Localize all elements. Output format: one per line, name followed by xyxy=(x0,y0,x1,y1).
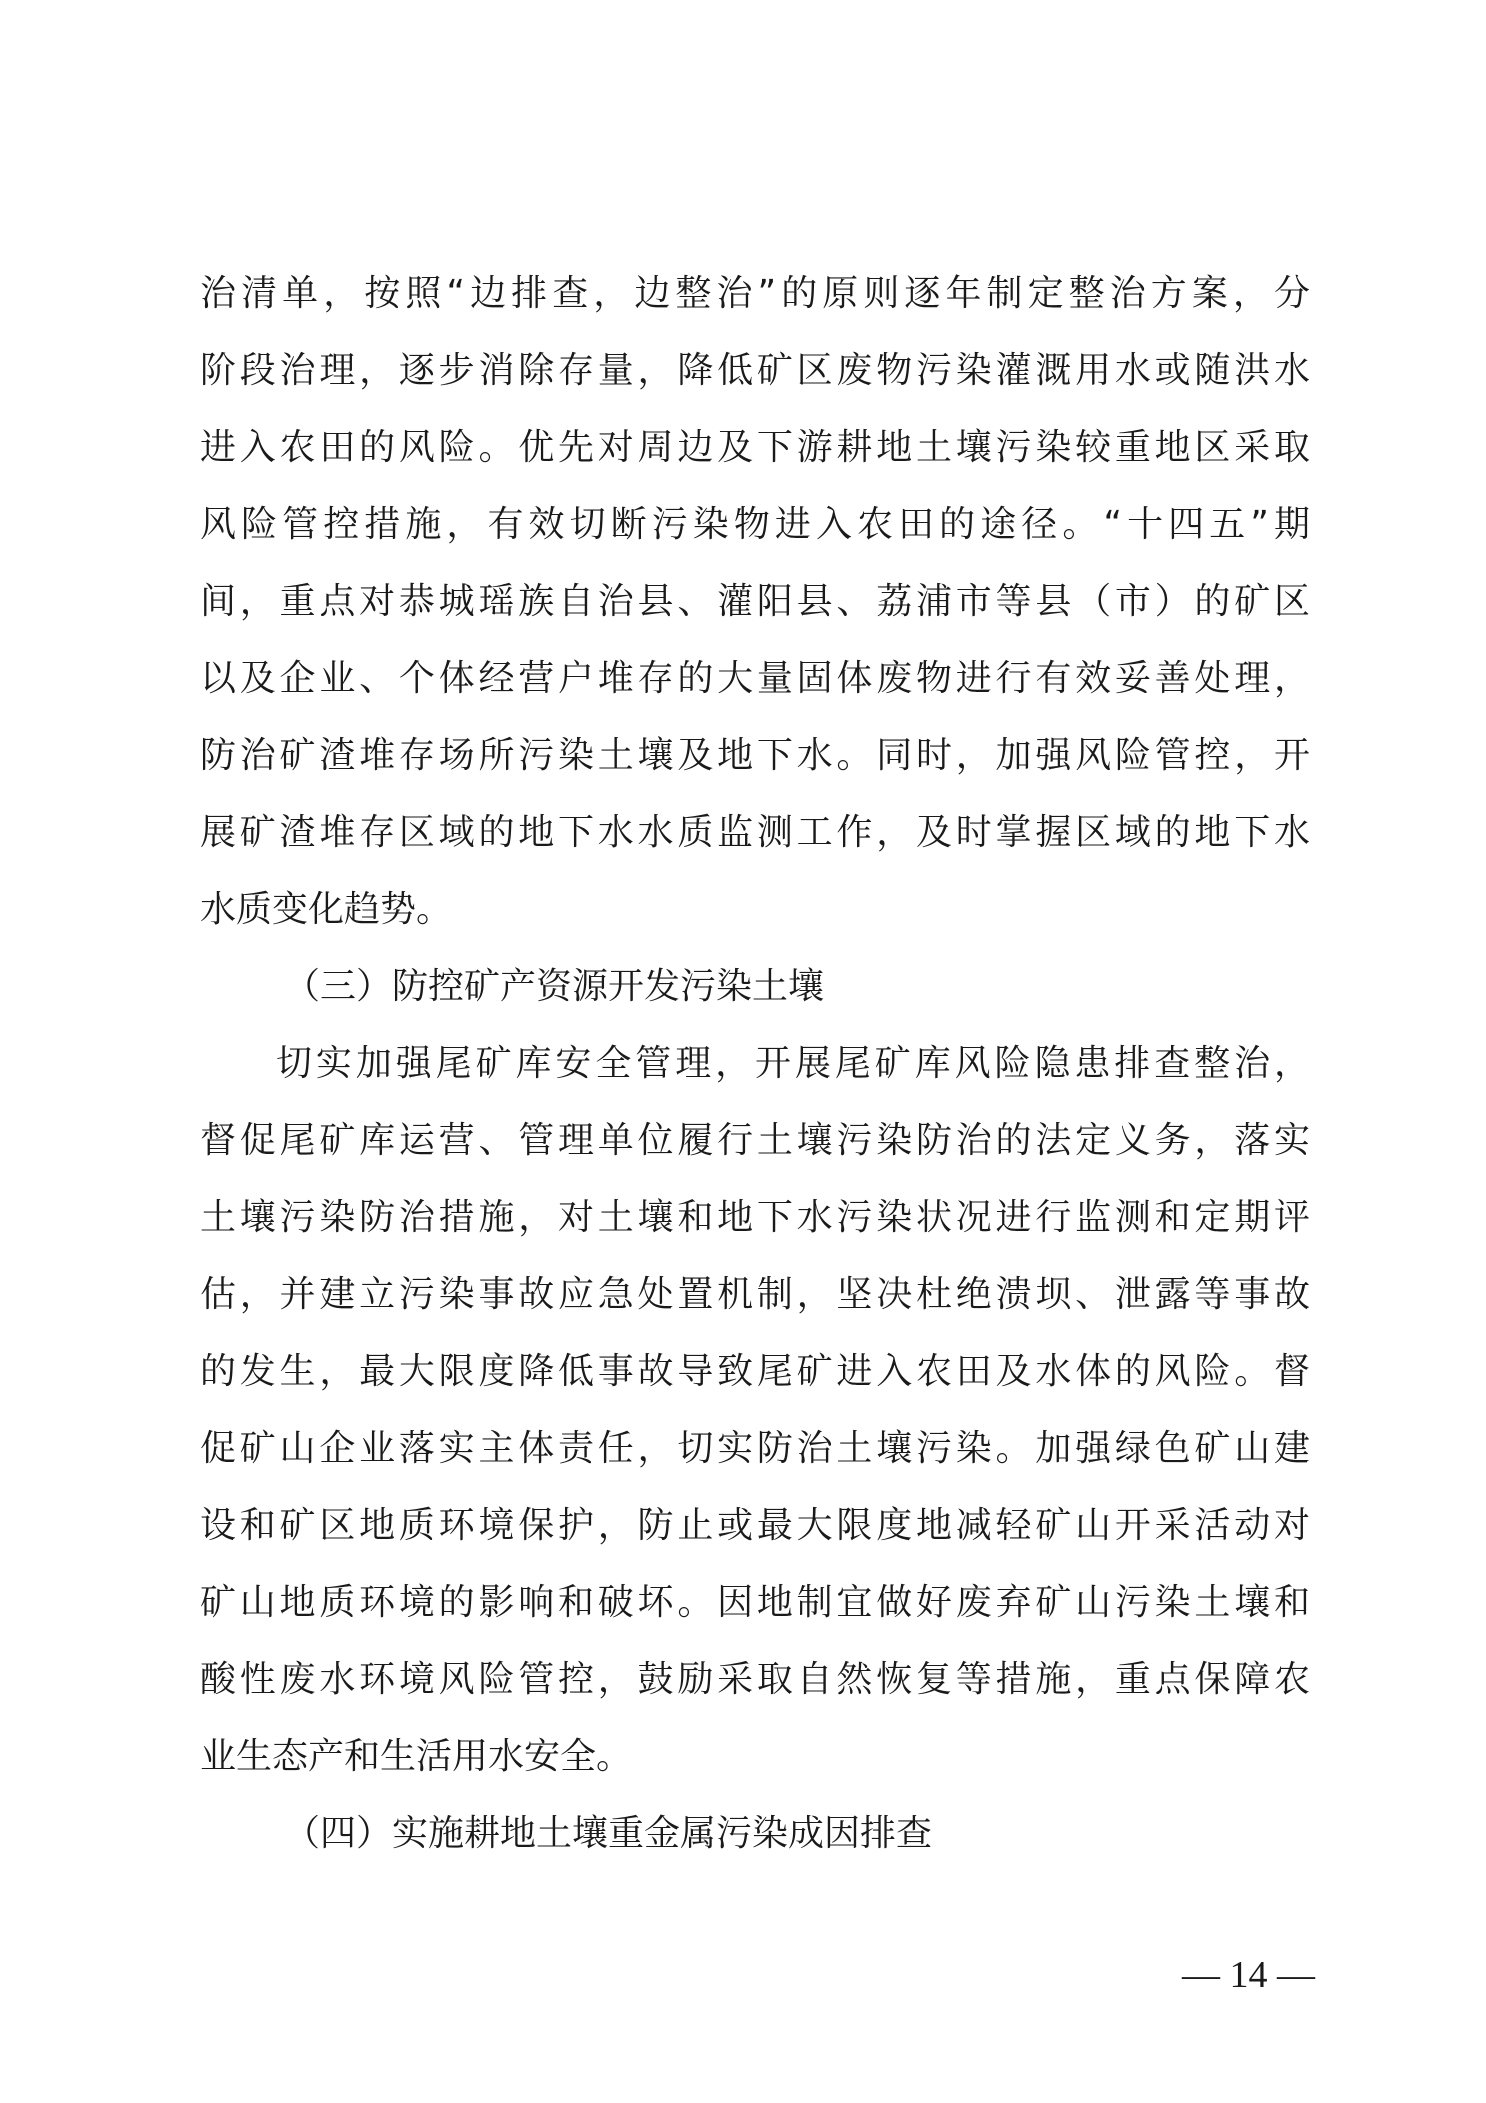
text-line: 促矿山企业落实主体责任，切实防治土壤污染。加强绿色矿山建 xyxy=(200,1428,1310,1469)
text-line: 的发生，最大限度降低事故导致尾矿进入农田及水体的风险。督 xyxy=(200,1351,1310,1392)
text-line: 展矿渣堆存区域的地下水水质监测工作，及时掌握区域的地下水 xyxy=(200,812,1310,853)
text-line: 阶段治理，逐步消除存量，降低矿区废物污染灌溉用水或随洪水 xyxy=(200,350,1310,391)
text-line: 矿山地质环境的影响和破坏。因地制宜做好废弃矿山污染土壤和 xyxy=(200,1582,1310,1623)
body-text xyxy=(200,255,1310,1872)
text-line: 设和矿区地质环境保护，防止或最大限度地减轻矿山开采活动对 xyxy=(200,1505,1310,1546)
text-line: 酸性废水环境风险管控，鼓励采取自然恢复等措施，重点保障农 xyxy=(200,1659,1310,1700)
text-line: 风险管控措施，有效切断污染物进入农田的途径。“十四五”期 xyxy=(200,504,1310,545)
paragraph-first-line: 切实加强尾矿库安全管理，开展尾矿库风险隐患排查整治， xyxy=(276,1043,1310,1084)
text-line: 防治矿渣堆存场所污染土壤及地下水。同时，加强风险管控，开 xyxy=(200,735,1310,776)
section-heading: （三）防控矿产资源开发污染土壤 xyxy=(284,966,825,1007)
text-line: 估，并建立污染事故应急处置机制，坚决杜绝溃坝、泄露等事故 xyxy=(200,1274,1310,1315)
text-line: 业生态产和生活用水安全。 xyxy=(200,1736,633,1777)
text-line: 督促尾矿库运营、管理单位履行土壤污染防治的法定义务，落实 xyxy=(200,1120,1310,1161)
text-line: 以及企业、个体经营户堆存的大量固体废物进行有效妥善处理， xyxy=(200,658,1310,699)
text-line: 土壤污染防治措施，对土壤和地下水污染状况进行监测和定期评 xyxy=(200,1197,1310,1238)
text-line: 间，重点对恭城瑶族自治县、灌阳县、荔浦市等县（市）的矿区 xyxy=(200,581,1310,622)
section-heading: （四）实施耕地土壤重金属污染成因排查 xyxy=(284,1813,933,1854)
text-line: 进入农田的风险。优先对周边及下游耕地土壤污染较重地区采取 xyxy=(200,427,1310,468)
text-line: 水质变化趋势。 xyxy=(200,889,453,930)
text-line: 治清单，按照“边排查，边整治”的原则逐年制定整治方案，分 xyxy=(200,273,1310,314)
page-number: — 14 — xyxy=(1182,1954,1315,1996)
